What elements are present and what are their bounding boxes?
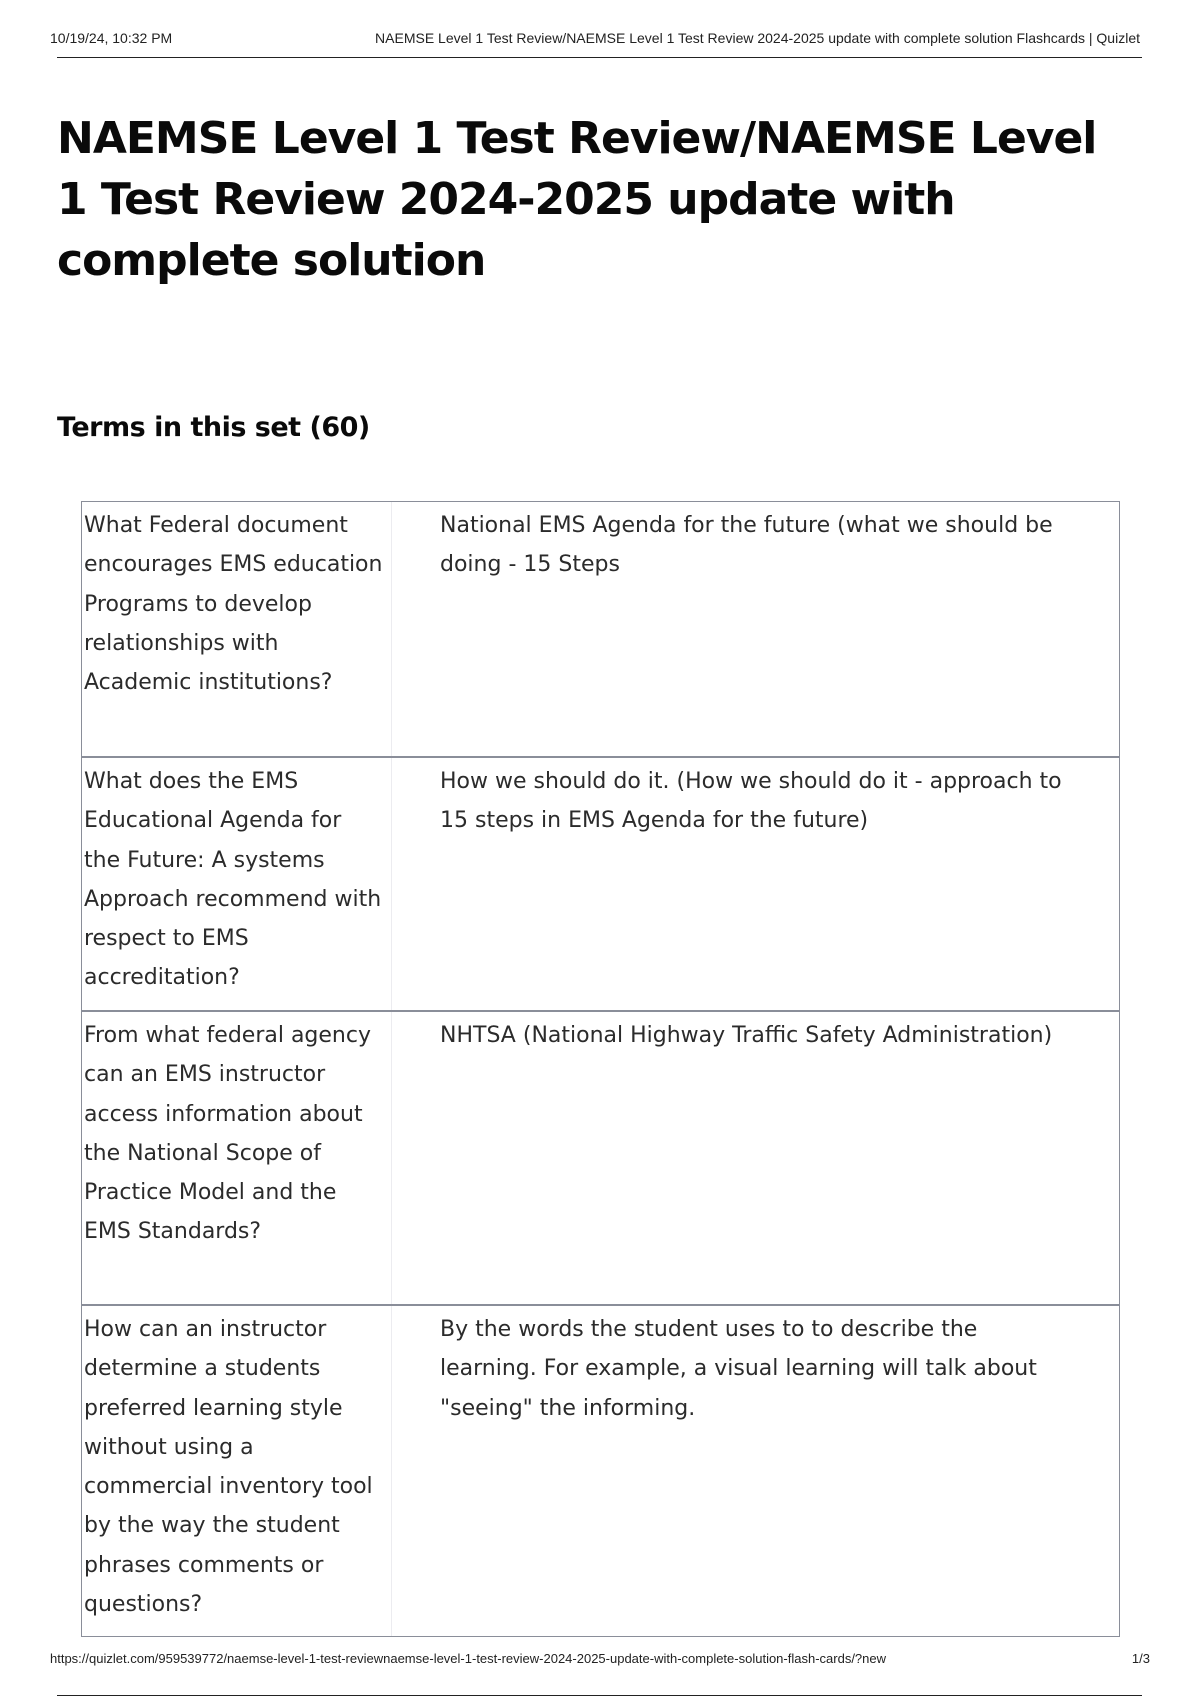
header-divider bbox=[57, 57, 1142, 58]
terms-count-heading: Terms in this set (60) bbox=[57, 412, 370, 443]
print-footer bbox=[50, 1651, 1150, 1666]
term-text: How can an instructor determine a students preferred learning style without using a commercial inventory tool by the way the student phrases comments or questions? bbox=[82, 1306, 392, 1636]
definition-text: National EMS Agenda for the future (what we should be doing - 15 Steps bbox=[440, 513, 1053, 578]
term-text: What does the EMS Educational Agenda for the Future: A systems Approach recommend with respect to EMS accreditation? bbox=[82, 758, 392, 1010]
term-text: From what federal agency can an EMS instructor access information about the National Scope of Practice Model and the EMS Standards? bbox=[82, 1012, 392, 1304]
print-header bbox=[50, 30, 1140, 46]
definition-text: By the words the student uses to to describe the learning. For example, a visual learning will talk about "seeing" the informing. bbox=[440, 1317, 1037, 1421]
definition-text: How we should do it. (How we should do it - approach to 15 steps in EMS Agenda for the future) bbox=[440, 769, 1062, 834]
term-row bbox=[82, 1010, 1119, 1304]
print-document-title: NAEMSE Level 1 Test Review/NAEMSE Level 1 Test Review 2024-2025 update with complete solution Flashcards | Quizlet bbox=[375, 30, 1140, 46]
page-url[interactable]: https://quizlet.com/959539772/naemse-level-1-test-reviewnaemse-level-1-test-review-2024-2025-update-with-complete-solution-flash-cards/?new bbox=[50, 1651, 887, 1666]
print-date: 10/19/24, 10:32 PM bbox=[50, 30, 173, 46]
term-row bbox=[82, 1304, 1119, 1636]
definition-text: NHTSA (National Highway Traffic Safety Administration) bbox=[440, 1023, 1053, 1048]
terms-list bbox=[81, 501, 1120, 1637]
page-number: 1/3 bbox=[1131, 1651, 1150, 1666]
footer-divider bbox=[57, 1695, 1142, 1696]
page-title: NAEMSE Level 1 Test Review/NAEMSE Level 1 Test Review 2024-2025 update with complete solution bbox=[57, 113, 1097, 286]
term-row bbox=[82, 502, 1119, 756]
term-row bbox=[82, 756, 1119, 1010]
term-text: What Federal document encourages EMS education Programs to develop relationships with Academic institutions? bbox=[82, 502, 392, 756]
